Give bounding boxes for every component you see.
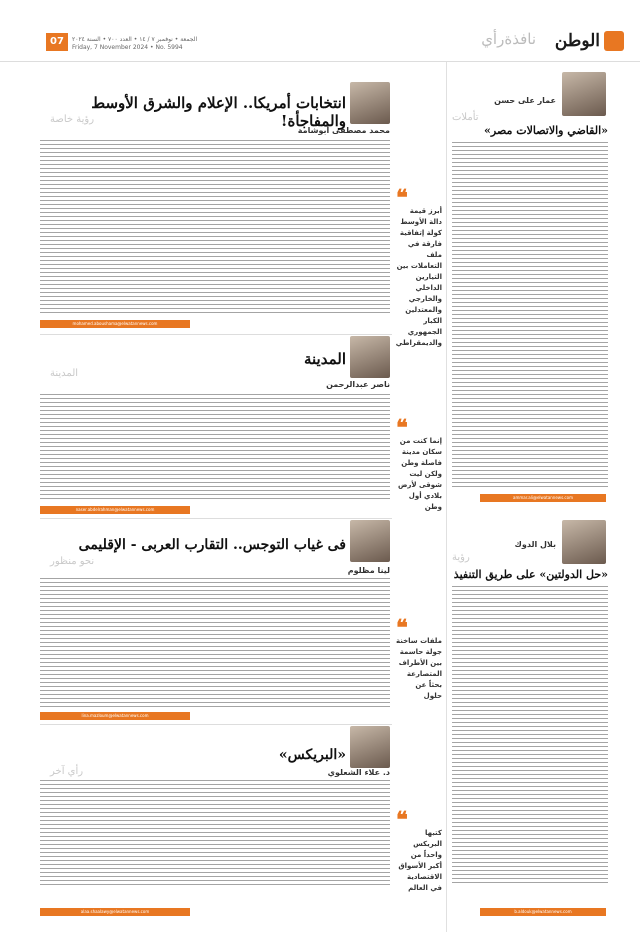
- article-kicker: رؤية: [452, 552, 470, 563]
- article-headline: انتخابات أمريكا.. الإعلام والشرق الأوسط والمفاجأة!: [91, 94, 346, 130]
- column-divider: [446, 62, 447, 932]
- divider: [40, 518, 392, 519]
- quote-mark-icon: ❝: [396, 615, 408, 641]
- divider: [40, 724, 392, 725]
- pullquote-text: كتبها البريكس واحداً من أكبر الأسواق الاقتصادية في العالم: [398, 829, 442, 892]
- date-line: [72, 36, 212, 52]
- author-name: ناصر عبدالرحمن: [326, 380, 390, 389]
- author-name: عمار على حسن: [494, 96, 556, 105]
- author-photo: [350, 82, 390, 124]
- author-photo: [562, 72, 606, 116]
- article-body: [452, 142, 608, 488]
- pullquote-text: ملفات ساخنة جولة حاسمة بين الأطراف المتصارعة بحثاً عن حلول: [396, 637, 442, 700]
- newspaper-logo[interactable]: [546, 28, 624, 54]
- article-kicker: رؤية خاصة: [50, 114, 95, 125]
- author-photo: [562, 520, 606, 564]
- author-email[interactable]: lina.mazloum@elwatannews.com: [40, 712, 190, 720]
- masthead: [0, 0, 640, 62]
- article-kicker: رأي آخر: [50, 766, 84, 777]
- article-headline: المدينة: [303, 350, 346, 368]
- divider: [40, 334, 392, 335]
- section-title: نافذةرأي: [481, 30, 536, 48]
- author-photo: [350, 336, 390, 378]
- author-name: د. علاء الشعلوي: [327, 768, 390, 777]
- author-email[interactable]: mohamed.aboushama@elwatannews.com: [40, 320, 190, 328]
- article-kicker: نحو منظور: [50, 556, 95, 567]
- logo-mark-icon: [604, 31, 624, 51]
- article-headline: «البريكس»: [278, 747, 346, 763]
- quote-mark-icon: ❝: [396, 807, 408, 833]
- date-line-english: Friday, 7 November 2024 • No. 5994: [72, 44, 183, 51]
- quote-mark-icon: ❝: [396, 415, 408, 441]
- author-email[interactable]: b.aldouk@elwatannews.com: [480, 908, 606, 916]
- author-photo: [350, 520, 390, 562]
- article-headline: «القاضي والاتصالات مصر»: [484, 124, 608, 137]
- article-headline: «حل الدولتين» على طريق التنفيذ: [453, 568, 608, 581]
- author-photo: [350, 726, 390, 768]
- author-email[interactable]: alaa.shaalawy@elwatannews.com: [40, 908, 190, 916]
- author-name: لينا مظلوم: [347, 566, 390, 575]
- author-name: محمد مصطفى أبوشامة: [297, 126, 390, 135]
- article-headline: فى غياب التوجس.. التقارب العربى - الإقليمى: [78, 537, 346, 553]
- pullquote: [396, 807, 442, 894]
- article-body: [40, 578, 390, 708]
- article-kicker: تأملات: [452, 112, 479, 123]
- pullquote: [396, 415, 442, 513]
- author-email[interactable]: ammar.ali@elwatannews.com: [480, 494, 606, 502]
- article-body: [452, 586, 608, 886]
- article-body: [40, 780, 390, 888]
- pullquote-text: أبرز قيمة دالة الأوسط كولة إتفاقية فارقة في ملف التعاملات بين التيارين الداخلي والخارجي والمعتدلين الكبار الجمهوري والديمقراطي: [395, 207, 442, 347]
- article-body: [40, 140, 390, 316]
- pullquote: [396, 615, 442, 702]
- quote-mark-icon: ❝: [396, 185, 408, 211]
- pullquote-text: إنما كنت من سكان مدينة فاصلة وطن ولكن ليت شوقى لأرض بلادي أول وطن: [397, 437, 442, 511]
- author-name: بلال الدوك: [514, 540, 556, 549]
- article-kicker: المدينة: [50, 368, 79, 379]
- article-body: [40, 394, 390, 500]
- date-line-arabic: الجمعة • نوفمبر ٧ / ١٤ • العدد ٧٠٠ • السنة ٢٠٢٤: [72, 36, 198, 43]
- author-email[interactable]: naser.abdelrahman@elwatannews.com: [40, 506, 190, 514]
- page-number: 07: [46, 33, 68, 51]
- logo-text: الوطن: [554, 31, 600, 51]
- pullquote: [395, 185, 442, 349]
